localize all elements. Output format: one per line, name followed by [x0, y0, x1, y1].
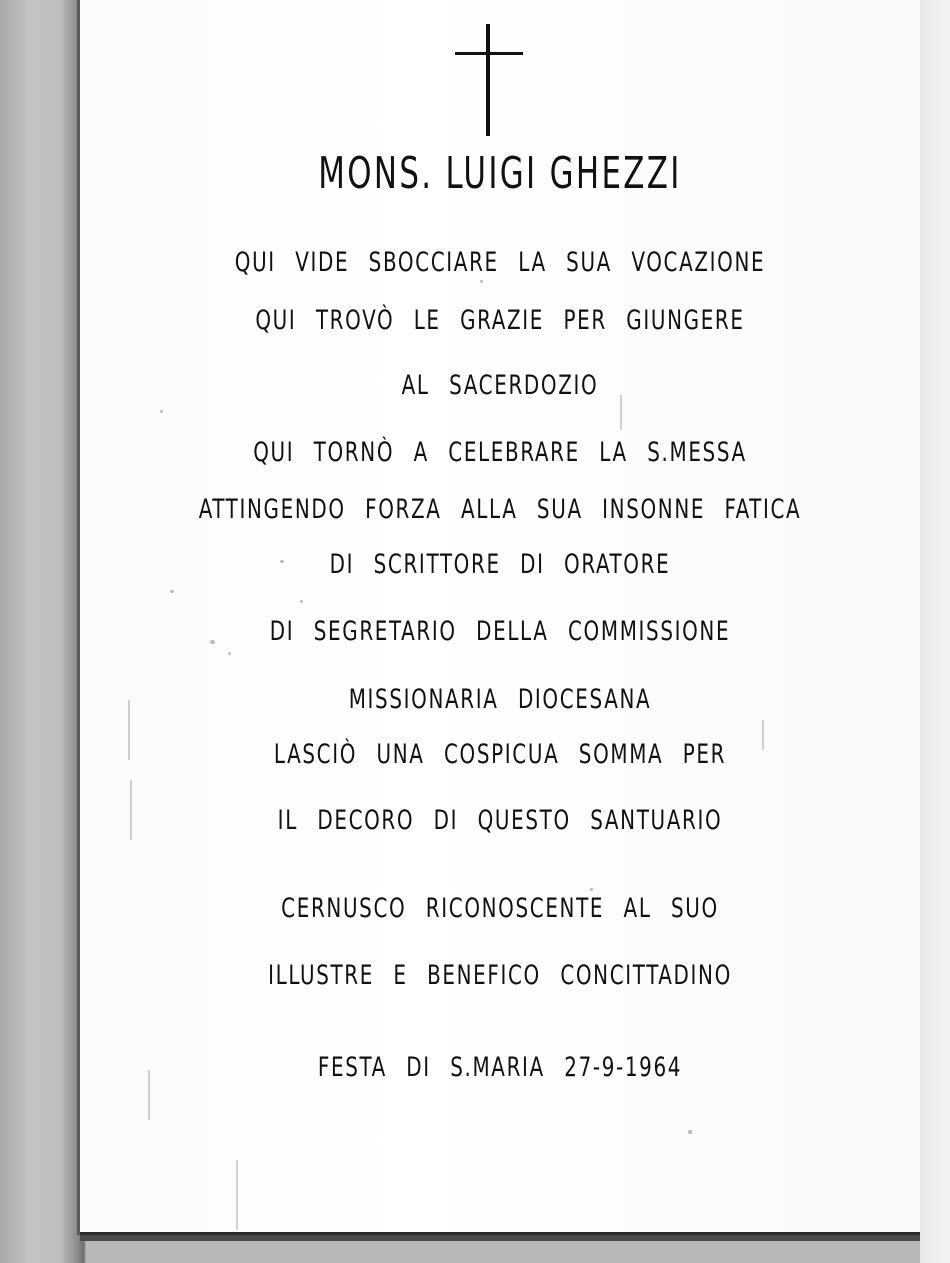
inscription-line-3: AL SACERDOZIO	[401, 370, 599, 401]
inscription-line-5: ATTINGENDO FORZA ALLA SUA INSONNE FATICA	[198, 494, 802, 525]
inscription-line-6: DI SCRITTORE DI ORATORE	[329, 549, 671, 580]
surface-scratch	[130, 780, 132, 840]
inscription-line-11: CERNUSCO RICONOSCENTE AL SUO	[281, 893, 719, 924]
latin-cross-icon	[486, 24, 490, 136]
inscription-line-10: IL DECORO DI QUESTO SANTUARIO	[277, 805, 723, 836]
surface-scratch	[236, 1160, 238, 1230]
inscription-line-13: FESTA DI S.MARIA 27-9-1964	[317, 1052, 683, 1083]
inscription-line-8: MISSIONARIA DIOCESANA	[348, 684, 652, 715]
surface-scratch	[620, 395, 622, 430]
inscription-line-2: QUI TROVÒ LE GRAZIE PER GIUNGERE	[255, 305, 745, 336]
cross-crossbar	[455, 52, 523, 55]
surface-scratch	[762, 720, 764, 750]
wall-right	[920, 0, 950, 1263]
inscription-line-7: DI SEGRETARIO DELLA COMMISSIONE	[269, 616, 731, 647]
inscription-line-4: QUI TORNÒ A CELEBRARE LA S.MESSA	[253, 437, 747, 468]
inscription-line-1: QUI VIDE SBOCCIARE LA SUA VOCAZIONE	[234, 247, 766, 278]
plaque-title: MONS. LUIGI GHEZZI	[318, 148, 682, 199]
inscription-line-12: ILLUSTRE E BENEFICO CONCITTADINO	[268, 960, 732, 991]
surface-scratch	[148, 1070, 150, 1120]
surface-scratch	[128, 700, 130, 760]
inscription-line-9: LASCIÒ UNA COSPICUA SOMMA PER	[273, 739, 727, 770]
